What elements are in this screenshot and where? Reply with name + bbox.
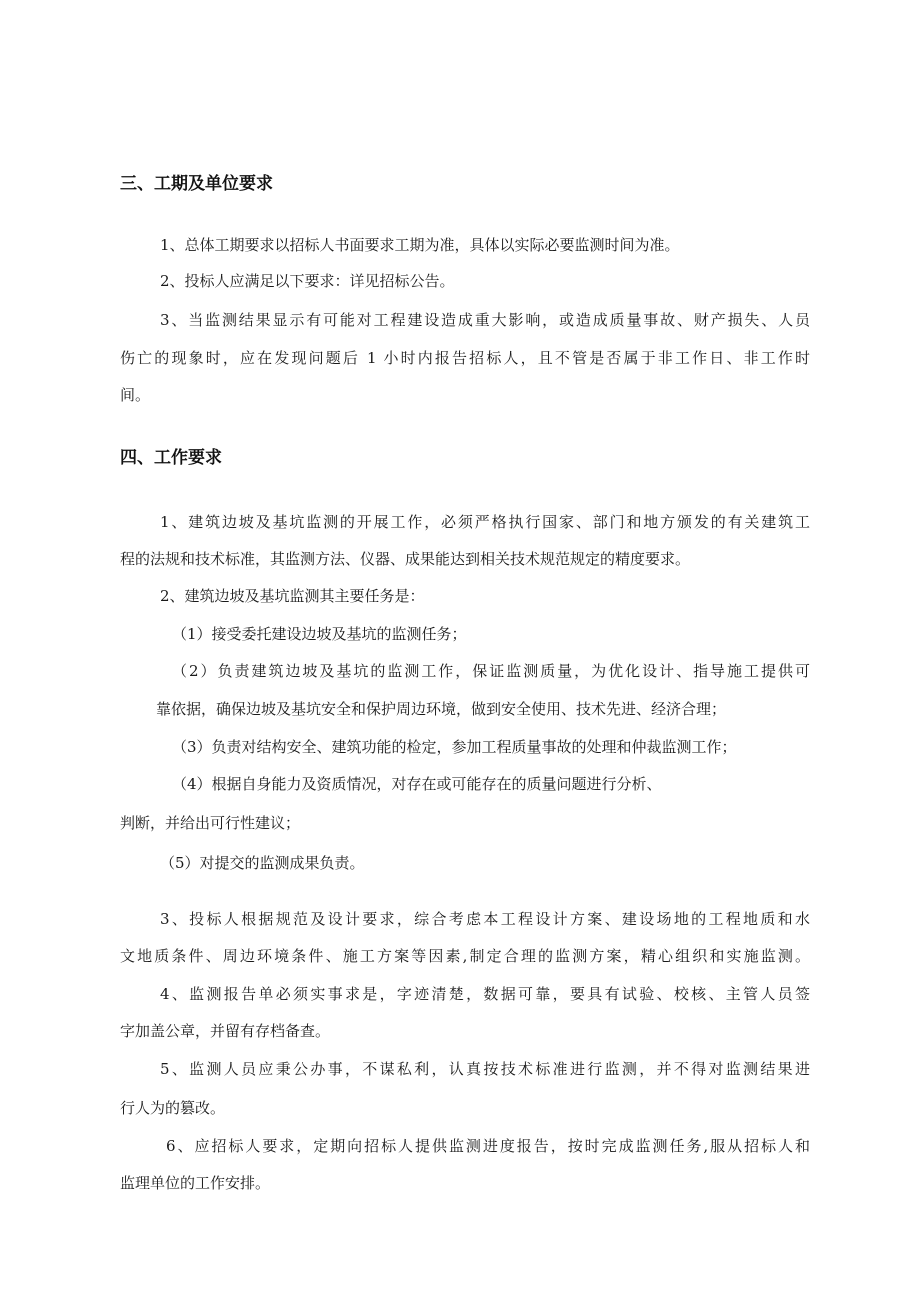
paragraph-line: 1、建筑边坡及基坑监测的开展工作，必须严格执行国家、部门和地方颁发的有关建筑工 <box>160 513 810 531</box>
section-heading-3: 三、工期及单位要求 <box>120 174 273 194</box>
paragraph-line: 5、监测人员应秉公办事，不谋私利，认真按技术标准进行监测，并不得对监测结果进 <box>160 1060 810 1078</box>
paragraph-line: 3、当监测结果显示有可能对工程建设造成重大影响，或造成质量事故、财产损失、人员 <box>160 311 810 329</box>
paragraph-line: 4、监测报告单必须实事求是，字迹清楚，数据可靠，要具有试验、校核、主管人员签 <box>160 985 810 1003</box>
paragraph-line: 6、应招标人要求，定期向招标人提供监测进度报告，按时完成监测任务,服从招标人和 <box>166 1137 810 1155</box>
section-heading-4: 四、工作要求 <box>120 448 222 468</box>
list-item: 靠依据，确保边坡及基坑安全和保护周边环境，做到安全使用、技术先进、经济合理； <box>156 700 727 718</box>
paragraph-line: 2、投标人应满足以下要求：详见招标公告。 <box>160 272 455 290</box>
list-item: （2）负责建筑边坡及基坑的监测工作，保证监测质量，为优化设计、指导施工提供可 <box>172 662 810 680</box>
paragraph-line: 1、总体工期要求以招标人书面要求工期为准，具体以实际必要监测时间为准。 <box>160 236 680 254</box>
paragraph-line: 字加盖公章，并留有存档备查。 <box>120 1022 331 1040</box>
paragraph-line: 程的法规和技术标准，其监测方法、仪器、成果能达到相关技术规范规定的精度要求。 <box>120 550 691 568</box>
list-item: （1）接受委托建设边坡及基坑的监测任务； <box>172 625 467 643</box>
paragraph-line: 行人为的篡改。 <box>120 1099 226 1117</box>
list-item: （4）根据自身能力及资质情况，对存在或可能存在的质量问题进行分析、 <box>172 775 662 793</box>
paragraph-line: 3、投标人根据规范及设计要求，综合考虑本工程设计方案、建设场地的工程地质和水 <box>160 910 810 928</box>
paragraph-line: 伤亡的现象时，应在发现问题后 1 小时内报告招标人，且不管是否属于非工作日、非工作时 <box>120 349 810 367</box>
paragraph-line: 2、建筑边坡及基坑监测其主要任务是： <box>160 587 425 605</box>
paragraph-line: 间。 <box>120 386 151 404</box>
paragraph-line: 监理单位的工作安排。 <box>120 1174 271 1192</box>
list-item: （5）对提交的监测成果负责。 <box>160 854 365 872</box>
list-item: 判断，并给出可行性建议； <box>120 814 301 832</box>
paragraph-line: 文地质条件、周边环境条件、施工方案等因素,制定合理的监测方案，精心组织和实施监测。 <box>120 947 810 965</box>
list-item: （3）负责对结构安全、建筑功能的检定，参加工程质量事故的处理和仲裁监测工作； <box>172 738 737 756</box>
